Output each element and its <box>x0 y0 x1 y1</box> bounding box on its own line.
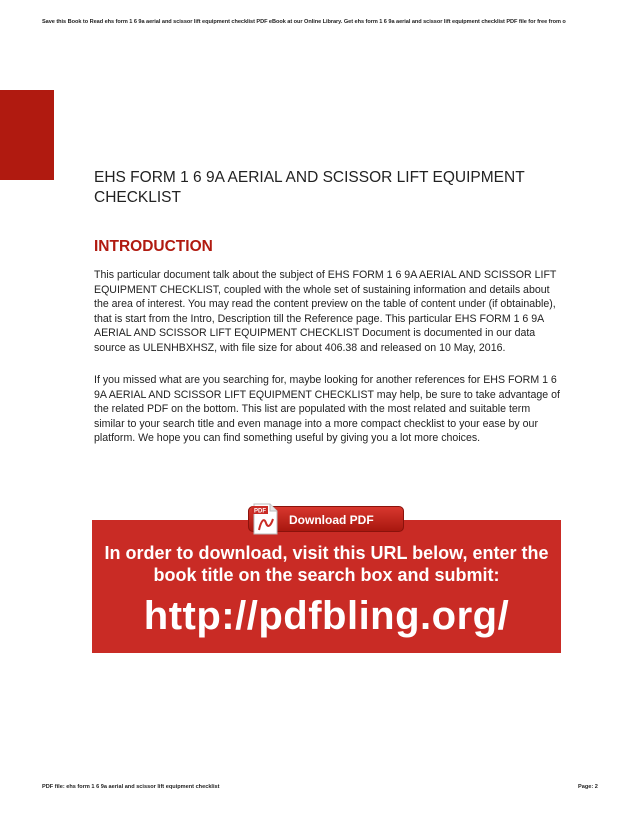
pdf-icon-label: PDF <box>254 508 266 515</box>
top-banner-text: Save this Book to Read ehs form 1 6 9a aerial and scissor lift equipment checklist PDF eBook at our Online Library. Get ehs form 1 6 9a aerial and scissor lift equipment checklist PDF file for free from o <box>42 19 566 25</box>
intro-paragraph-1: This particular document talk about the subject of EHS FORM 1 6 9A AERIAL AND SCISSOR LIFT EQUIPMENT CHECKLIST, coupled with the whole set of sustaining information and details about the area of interest. You may read the content preview on the table of content under (if obtainable), that is start from the Intro, Description till the Reference page. This particular EHS FORM 1 6 9A AERIAL AND SCISSOR LIFT EQUIPMENT CHECKLIST Document is documented in our data source as ULENHBXHSZ, with file size for about 406.38 and released on 10 May, 2016. <box>94 269 557 354</box>
red-side-tab <box>0 90 54 180</box>
download-button-label: Download PDF <box>289 513 374 527</box>
download-banner[interactable] <box>92 520 561 653</box>
document-title: EHS FORM 1 6 9A AERIAL AND SCISSOR LIFT EQUIPMENT CHECKLIST <box>94 169 525 206</box>
pdf-file-icon <box>251 503 279 535</box>
section-heading-introduction: INTRODUCTION <box>94 238 213 255</box>
intro-paragraph-2: If you missed what are you searching for, maybe looking for another references for EHS FORM 1 6 9A AERIAL AND SCISSOR LIFT EQUIPMENT CHECKLIST may help, be sure to take advantage of the related PDF on the bottom. This list are populated with the most related and suitable term similar to your search title and even manage into a more compact checklist to your ease by our platform. We hope you can find something useful by giving you a lot more choices. <box>94 374 560 445</box>
download-url-link[interactable]: http://pdfbling.org/ <box>143 594 510 638</box>
footer-file-label: PDF file: ehs form 1 6 9a aerial and scissor lift equipment checklist <box>42 784 220 790</box>
download-instructions: In order to download, visit this URL below, enter the book title on the search box and submit: <box>104 543 549 585</box>
footer-page-number: Page: 2 <box>578 784 598 790</box>
download-pdf-button[interactable] <box>248 506 404 532</box>
